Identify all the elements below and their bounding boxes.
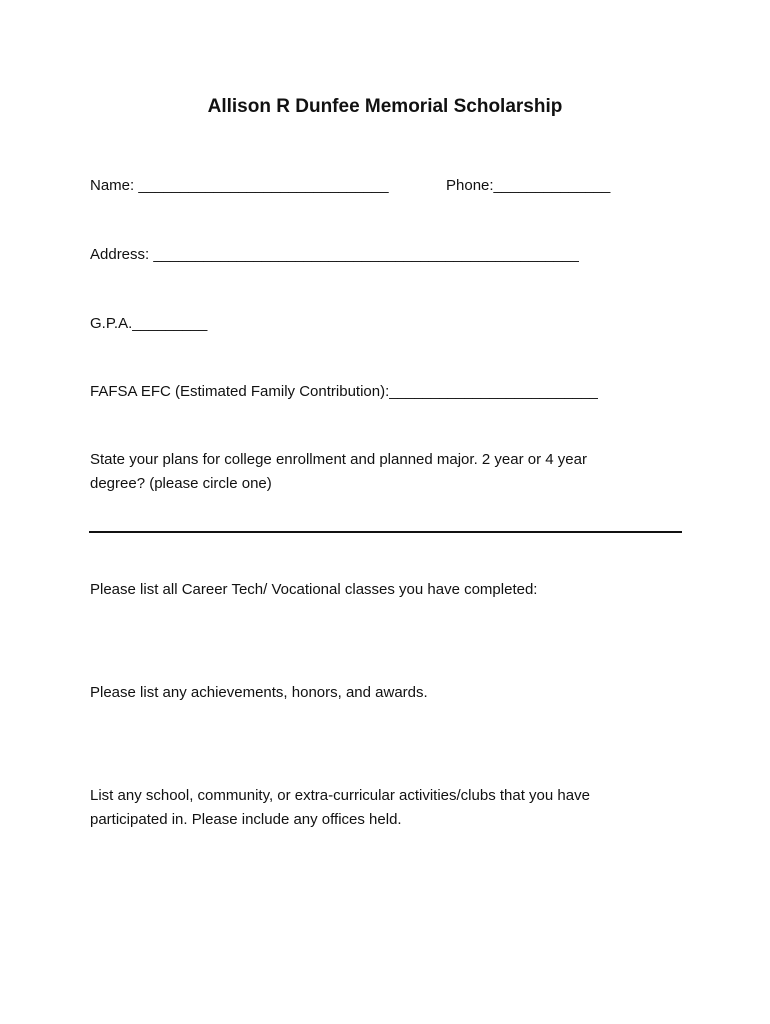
college-plans-prompt: [90, 448, 660, 496]
achievements-prompt: Please list any achievements, honors, and awards.: [90, 684, 428, 701]
form-title: Allison R Dunfee Memorial Scholarship: [207, 96, 563, 117]
activities-prompt: [90, 784, 660, 832]
address-field: Address: ___________________________________________________: [90, 246, 579, 263]
activities-prompt-line-2: participated in. Please include any offices held.: [90, 811, 402, 828]
college-plans-prompt-line-2: degree? (please circle one): [90, 475, 272, 492]
phone-field: Phone:______________: [446, 177, 611, 194]
career-tech-prompt: Please list all Career Tech/ Vocational classes you have completed:: [90, 581, 538, 598]
gpa-field: G.P.A._________: [90, 315, 208, 332]
name-field: Name: ______________________________: [90, 177, 389, 194]
activities-prompt-line-1: List any school, community, or extra-curricular activities/clubs that you have: [90, 787, 590, 804]
fafsa-efc-field: FAFSA EFC (Estimated Family Contribution):_________________________: [90, 383, 598, 400]
college-plans-prompt-line-1: State your plans for college enrollment and planned major. 2 year or 4 year: [90, 451, 587, 468]
answer-line: [89, 531, 682, 533]
